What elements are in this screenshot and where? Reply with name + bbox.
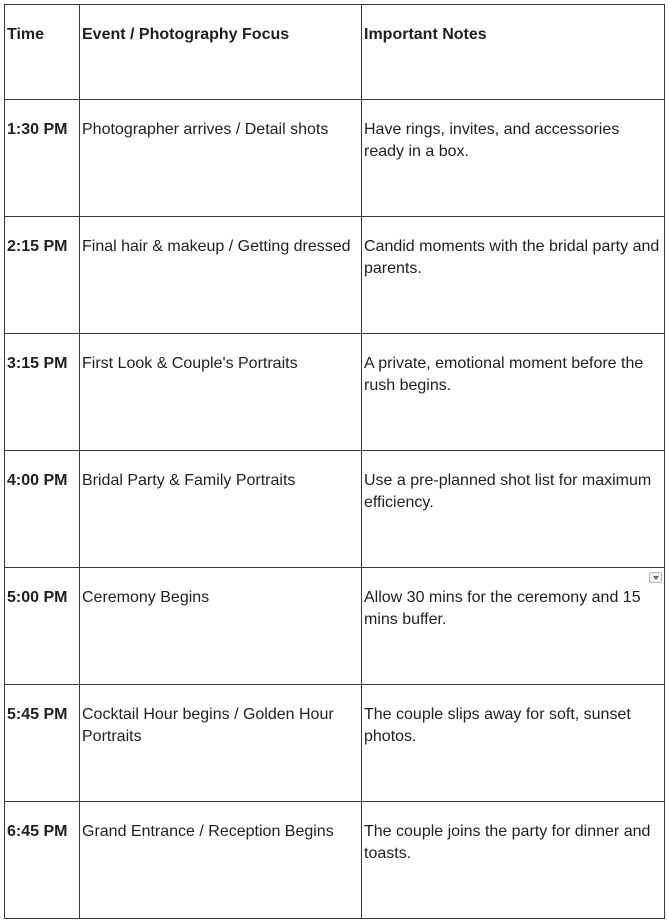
event-cell[interactable]: Final hair & makeup / Getting dressed bbox=[80, 217, 362, 334]
table-row bbox=[5, 217, 665, 334]
time-cell[interactable]: 1:30 PM bbox=[5, 100, 80, 217]
event-cell[interactable]: Bridal Party & Family Portraits bbox=[80, 451, 362, 568]
table-row bbox=[5, 685, 665, 802]
time-cell[interactable]: 2:15 PM bbox=[5, 217, 80, 334]
header-time[interactable]: Time bbox=[5, 5, 80, 100]
table-row bbox=[5, 451, 665, 568]
time-cell[interactable]: 5:00 PM bbox=[5, 568, 80, 685]
notes-cell[interactable]: The couple slips away for soft, sunset photos. bbox=[362, 685, 665, 802]
event-cell[interactable]: Ceremony Begins bbox=[80, 568, 362, 685]
notes-cell[interactable]: Have rings, invites, and accessories ready in a box. bbox=[362, 100, 665, 217]
header-notes[interactable]: Important Notes bbox=[362, 5, 665, 100]
chevron-down-icon[interactable] bbox=[649, 572, 662, 583]
table-row bbox=[5, 100, 665, 217]
time-cell[interactable]: 4:00 PM bbox=[5, 451, 80, 568]
table-row bbox=[5, 334, 665, 451]
table-row bbox=[5, 802, 665, 919]
time-cell[interactable]: 6:45 PM bbox=[5, 802, 80, 919]
header-event[interactable]: Event / Photography Focus bbox=[80, 5, 362, 100]
event-cell[interactable]: Grand Entrance / Reception Begins bbox=[80, 802, 362, 919]
event-cell[interactable]: First Look & Couple's Portraits bbox=[80, 334, 362, 451]
notes-text: Allow 30 mins for the ceremony and 15 mins buffer. bbox=[364, 589, 641, 628]
event-cell[interactable]: Photographer arrives / Detail shots bbox=[80, 100, 362, 217]
table-row bbox=[5, 568, 665, 685]
time-cell[interactable]: 3:15 PM bbox=[5, 334, 80, 451]
event-cell[interactable]: Cocktail Hour begins / Golden Hour Portraits bbox=[80, 685, 362, 802]
notes-cell[interactable]: A private, emotional moment before the rush begins. bbox=[362, 334, 665, 451]
time-cell[interactable]: 5:45 PM bbox=[5, 685, 80, 802]
notes-cell[interactable] bbox=[362, 568, 665, 685]
header-row bbox=[5, 5, 665, 100]
notes-cell[interactable]: The couple joins the party for dinner and toasts. bbox=[362, 802, 665, 919]
notes-cell[interactable]: Use a pre-planned shot list for maximum efficiency. bbox=[362, 451, 665, 568]
schedule-table bbox=[4, 4, 665, 919]
notes-cell[interactable]: Candid moments with the bridal party and parents. bbox=[362, 217, 665, 334]
